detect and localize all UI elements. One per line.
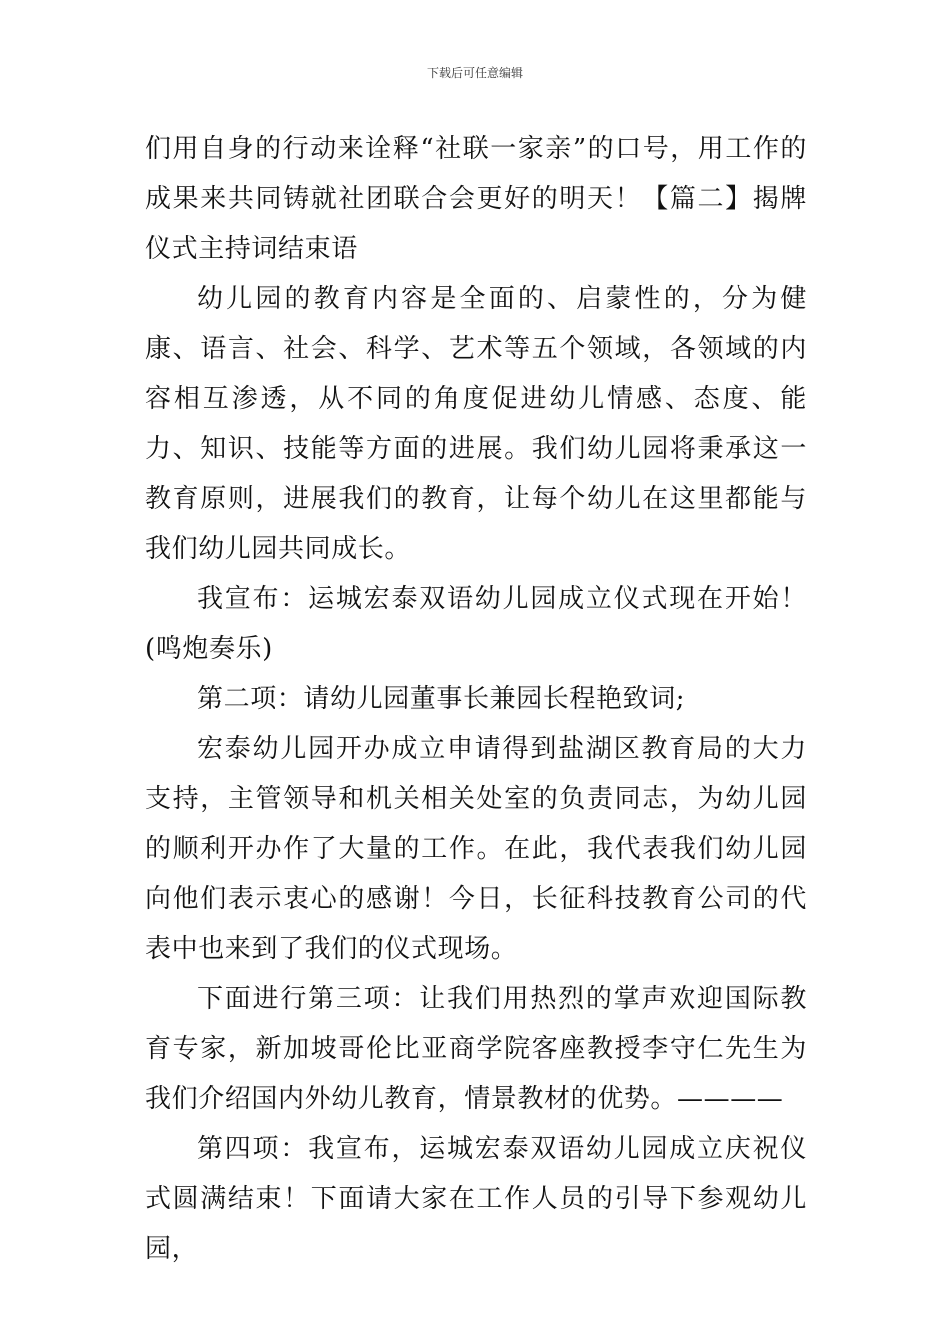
- document-body: [145, 124, 807, 1274]
- paragraph-4: 第二项：请幼儿园董事长兼园长程艳致词;: [197, 684, 686, 714]
- paragraph-5: 宏泰幼儿园开办成立申请得到盐湖区教育局的大力支持，主管领导和机关相关处室的负责同志，为幼儿园的顺利开办作了大量的工作。在此，我代表我们幼儿园向他们表示衷心的感谢！今日，长征科技教育公司的代表中也来到了我们的仪式现场。: [145, 734, 807, 964]
- paragraph-2: 幼儿园的教育内容是全面的、启蒙性的，分为健康、语言、社会、科学、艺术等五个领域，各领域的内容相互渗透，从不同的角度促进幼儿情感、态度、能力、知识、技能等方面的进展。我们幼儿园将秉承这一教育原则，进展我们的教育，让每个幼儿在这里都能与我们幼儿园共同成长。: [145, 284, 807, 564]
- page-header: 下载后可任意编辑: [426, 66, 523, 80]
- paragraph-1: 们用自身的行动来诠释“社联一家亲”的口号，用工作的成果来共同铸就社团联合会更好的明天！【篇二】揭牌仪式主持词结束语: [145, 134, 807, 264]
- paragraph-3: 我宣布：运城宏泰双语幼儿园成立仪式现在开始！(鸣炮奏乐): [145, 584, 807, 664]
- paragraph-6: 下面进行第三项：让我们用热烈的掌声欢迎国际教育专家，新加坡哥伦比亚商学院客座教授李守仁先生为我们介绍国内外幼儿教育，情景教材的优势。————: [145, 984, 807, 1114]
- paragraph-7: 第四项：我宣布，运城宏泰双语幼儿园成立庆祝仪式圆满结束！下面请大家在工作人员的引导下参观幼儿园，: [145, 1134, 807, 1264]
